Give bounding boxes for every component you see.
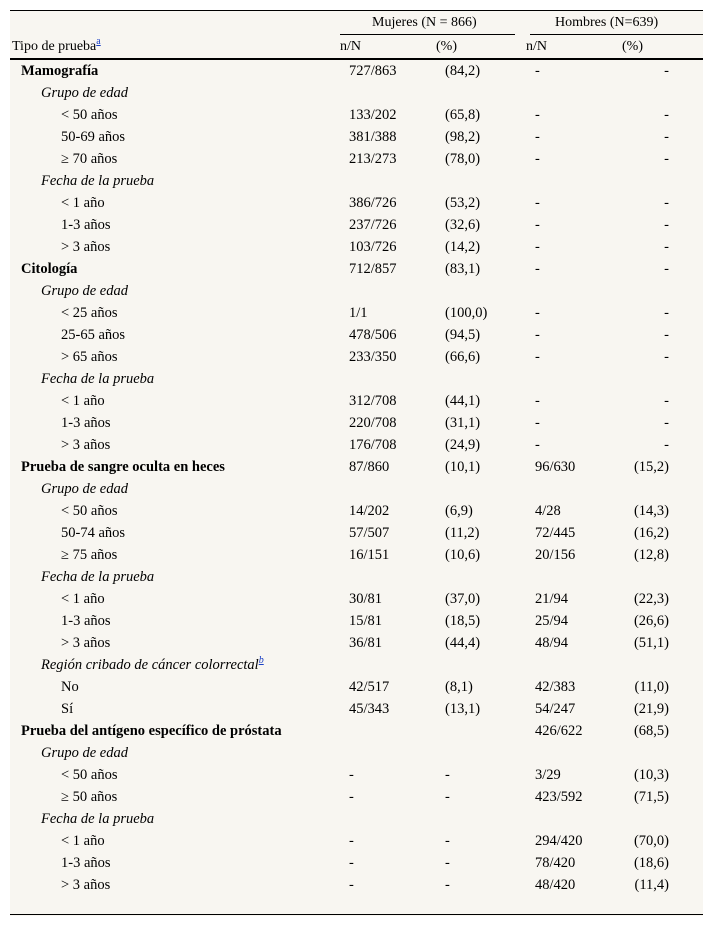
cell-n-women: 233/350 (349, 349, 397, 365)
cell-n-women: - (349, 767, 354, 783)
table-row (10, 588, 703, 610)
row-label-text: Grupo de edad (41, 85, 128, 101)
row-subheading (41, 566, 154, 588)
row-label-text: Citología (21, 261, 78, 277)
header-pct-women: (%) (436, 39, 457, 54)
cell-pct-men: (12,8) (633, 547, 669, 563)
header-pct-men: (%) (622, 39, 643, 54)
cell-n-men: - (535, 349, 540, 365)
table-row (10, 698, 703, 720)
cell-pct-men: (70,0) (633, 833, 669, 849)
row-label-text: 1-3 años (61, 613, 111, 629)
table-row (10, 368, 703, 390)
cell-n-men: 78/420 (535, 855, 576, 871)
cell-n-women: 87/860 (349, 459, 390, 475)
cell-n-men: - (535, 195, 540, 211)
cell-pct-women: (98,2) (445, 129, 481, 145)
table-row (10, 126, 703, 148)
row-label-text: > 3 años (61, 239, 111, 255)
row-label-text: Sí (61, 701, 74, 717)
row-label-text: Fecha de la prueba (41, 173, 155, 189)
cell-pct-women: (53,2) (445, 195, 481, 211)
cell-pct-men: (18,6) (633, 855, 669, 871)
cell-pct-women: - (445, 877, 450, 893)
cell-n-women: 712/857 (349, 261, 397, 277)
row-subheading (41, 654, 264, 676)
table-row (10, 830, 703, 852)
cell-pct-men: (15,2) (633, 459, 669, 475)
cell-pct-men: (22,3) (633, 591, 669, 607)
cell-pct-women: (8,1) (445, 679, 473, 695)
cell-n-women: - (349, 877, 354, 893)
cell-n-men: 21/94 (535, 591, 569, 607)
row-label (61, 390, 105, 412)
cell-pct-women: - (445, 833, 450, 849)
cell-n-women: 42/517 (349, 679, 390, 695)
cell-pct-men: (21,9) (633, 701, 669, 717)
table-row (10, 258, 703, 280)
cell-pct-women: (6,9) (445, 503, 473, 519)
cell-n-women: 381/388 (349, 129, 397, 145)
cell-n-men: 48/420 (535, 877, 576, 893)
cell-n-women: 103/726 (349, 239, 397, 255)
row-label (61, 632, 110, 654)
row-heading (21, 258, 77, 280)
cell-n-men: - (535, 129, 540, 145)
cell-pct-men: (51,1) (633, 635, 669, 651)
row-label-text: > 3 años (61, 437, 111, 453)
header-group-rule-women (340, 34, 515, 35)
cell-n-women: 237/726 (349, 217, 397, 233)
cell-n-men: 3/29 (535, 767, 561, 783)
table-row (10, 610, 703, 632)
table-row (10, 192, 703, 214)
row-label-text: No (61, 679, 79, 695)
table-row (10, 852, 703, 874)
cell-pct-women: (32,6) (445, 217, 481, 233)
cell-pct-women: (10,6) (445, 547, 481, 563)
row-label (61, 346, 118, 368)
cell-pct-men: (16,2) (633, 525, 669, 541)
cell-n-men: 426/622 (535, 723, 583, 739)
row-label (61, 324, 125, 346)
cell-pct-men: (11,0) (634, 679, 669, 695)
cell-pct-women: - (445, 855, 450, 871)
cell-pct-women: - (445, 789, 450, 805)
cell-n-men: 423/592 (535, 789, 583, 805)
row-label (61, 764, 118, 786)
cell-pct-men: - (664, 327, 669, 343)
cell-pct-women: - (445, 767, 450, 783)
row-label (61, 104, 118, 126)
table-row (10, 764, 703, 786)
cell-pct-women: (94,5) (445, 327, 481, 343)
row-label-text: Grupo de edad (41, 283, 128, 299)
row-label (61, 852, 111, 874)
cell-n-men: - (535, 217, 540, 233)
cell-pct-men: - (664, 239, 669, 255)
row-label-text: > 3 años (61, 877, 111, 893)
table-row (10, 170, 703, 192)
table-row (10, 236, 703, 258)
cell-pct-women: (31,1) (445, 415, 481, 431)
header-row-label (12, 38, 101, 56)
row-label (61, 302, 118, 324)
cell-n-women: 220/708 (349, 415, 397, 431)
row-label (61, 676, 79, 698)
cell-n-men: - (535, 327, 540, 343)
header-n-men: n/N (526, 39, 547, 54)
table-row (10, 324, 703, 346)
cell-n-men: 48/94 (535, 635, 569, 651)
header-n-women: n/N (340, 39, 361, 54)
cell-pct-women: (18,5) (445, 613, 481, 629)
cell-pct-men: - (664, 129, 669, 145)
table-row (10, 720, 703, 742)
row-label-text: Región cribado de cáncer colorrectal (41, 657, 259, 673)
cell-pct-women: (100,0) (445, 305, 488, 321)
table-row (10, 654, 703, 676)
row-label (61, 698, 73, 720)
row-label-text: < 1 año (61, 833, 105, 849)
cell-n-women: 57/507 (349, 525, 390, 541)
cell-pct-women: (65,8) (445, 107, 481, 123)
row-label-text: Grupo de edad (41, 481, 128, 497)
cell-pct-men: (10,3) (633, 767, 669, 783)
cell-pct-women: (10,1) (445, 459, 481, 475)
row-subheading (41, 82, 128, 104)
cell-n-men: 294/420 (535, 833, 583, 849)
cell-pct-women: (83,1) (445, 261, 481, 277)
cell-n-men: - (535, 393, 540, 409)
row-heading (21, 720, 282, 742)
row-label (61, 214, 111, 236)
row-label (61, 588, 105, 610)
row-heading (21, 456, 225, 478)
row-label-text: ≥ 75 años (61, 547, 118, 563)
cell-pct-men: - (664, 151, 669, 167)
row-subheading (41, 280, 128, 302)
cell-n-men: - (535, 151, 540, 167)
table-row (10, 786, 703, 808)
cell-n-women: - (349, 789, 354, 805)
row-label (61, 786, 117, 808)
cell-pct-men: - (664, 305, 669, 321)
cell-n-men: - (535, 305, 540, 321)
cell-n-women: 45/343 (349, 701, 390, 717)
row-label-text: 50-74 años (61, 525, 126, 541)
table-row (10, 544, 703, 566)
cell-n-men: 96/630 (535, 459, 576, 475)
table-row (10, 566, 703, 588)
row-subheading (41, 478, 128, 500)
cell-pct-men: (26,6) (633, 613, 669, 629)
cell-pct-men: (14,3) (633, 503, 669, 519)
table-bottom-rule (10, 914, 703, 915)
table-row (10, 676, 703, 698)
row-label-text: 1-3 años (61, 855, 111, 871)
cell-n-men: 20/156 (535, 547, 576, 563)
row-label-text: 1-3 años (61, 217, 111, 233)
cell-n-men: - (535, 107, 540, 123)
row-label-text: > 65 años (61, 349, 118, 365)
header-group-men: Hombres (N=639) (555, 15, 659, 30)
row-label-text: > 3 años (61, 635, 111, 651)
table-row (10, 302, 703, 324)
cell-pct-women: (13,1) (445, 701, 481, 717)
cell-pct-women: (11,2) (445, 525, 480, 541)
row-label-text: Mamografía (21, 63, 99, 79)
table-row (10, 742, 703, 764)
cell-pct-women: (24,9) (445, 437, 481, 453)
row-label-text: < 25 años (61, 305, 118, 321)
row-label-text: Grupo de edad (41, 745, 128, 761)
header-group-women: Mujeres (N = 866) (372, 15, 477, 30)
row-label-text: < 50 años (61, 107, 118, 123)
cell-pct-men: (71,5) (633, 789, 669, 805)
cell-n-women: - (349, 833, 354, 849)
footnote-a-link[interactable]: a (96, 36, 101, 47)
row-label (61, 412, 111, 434)
row-label-text: 1-3 años (61, 415, 111, 431)
cell-n-men: 72/445 (535, 525, 576, 541)
table-top-rule (10, 10, 703, 11)
table-row (10, 148, 703, 170)
cell-n-men: 54/247 (535, 701, 576, 717)
table-row (10, 346, 703, 368)
table-row (10, 390, 703, 412)
cell-n-women: 727/863 (349, 63, 397, 79)
cell-n-women: 176/708 (349, 437, 397, 453)
row-label-text: Fecha de la prueba (41, 371, 155, 387)
cell-pct-men: - (664, 107, 669, 123)
row-label-text: < 1 año (61, 393, 105, 409)
row-label-text: ≥ 50 años (61, 789, 118, 805)
row-label (61, 126, 125, 148)
header-row-label-text: Tipo de prueba (12, 39, 97, 54)
table-row (10, 214, 703, 236)
cell-pct-men: - (664, 261, 669, 277)
cell-pct-men: - (664, 393, 669, 409)
cell-pct-women: (78,0) (445, 151, 481, 167)
row-label (61, 192, 105, 214)
row-label-text: < 50 años (61, 767, 118, 783)
row-subheading (41, 170, 154, 192)
cell-n-women: 133/202 (349, 107, 397, 123)
cell-pct-women: (44,4) (445, 635, 481, 651)
footnote-b-link[interactable]: b (258, 655, 264, 666)
row-label-text: Prueba de sangre oculta en heces (21, 459, 225, 475)
row-label-text: < 1 año (61, 591, 105, 607)
cell-n-men: - (535, 415, 540, 431)
cell-n-women: 1/1 (349, 305, 368, 321)
cell-n-women: 312/708 (349, 393, 397, 409)
cell-pct-men: - (664, 437, 669, 453)
row-label (61, 148, 117, 170)
table-row (10, 632, 703, 654)
table-row (10, 522, 703, 544)
cell-n-women: 30/81 (349, 591, 383, 607)
cell-pct-women: (84,2) (445, 63, 481, 79)
row-label-text: 25-65 años (61, 327, 126, 343)
header-group-rule-men (530, 34, 703, 35)
table-row (10, 104, 703, 126)
table-row (10, 456, 703, 478)
results-table (10, 10, 703, 916)
row-subheading (41, 808, 154, 830)
row-label (61, 434, 110, 456)
row-label (61, 830, 105, 852)
row-label-text: Prueba del antígeno específico de próstata (21, 723, 282, 739)
row-label-text: 50-69 años (61, 129, 126, 145)
cell-n-women: 213/273 (349, 151, 397, 167)
table-row (10, 874, 703, 896)
table-row (10, 500, 703, 522)
cell-pct-men: (11,4) (634, 877, 669, 893)
cell-pct-women: (14,2) (445, 239, 481, 255)
table-row (10, 412, 703, 434)
cell-n-women: 386/726 (349, 195, 397, 211)
table-row (10, 434, 703, 456)
cell-n-women: 36/81 (349, 635, 383, 651)
row-label-text: < 50 años (61, 503, 118, 519)
table-row (10, 478, 703, 500)
row-label (61, 874, 110, 896)
cell-pct-men: (68,5) (633, 723, 669, 739)
row-label (61, 610, 111, 632)
cell-n-men: - (535, 239, 540, 255)
row-label (61, 544, 117, 566)
table-row (10, 60, 703, 82)
cell-n-women: - (349, 855, 354, 871)
cell-n-women: 478/506 (349, 327, 397, 343)
cell-n-men: - (535, 63, 540, 79)
cell-pct-women: (37,0) (445, 591, 481, 607)
cell-pct-women: (66,6) (445, 349, 481, 365)
cell-n-men: - (535, 437, 540, 453)
cell-n-men: 4/28 (535, 503, 561, 519)
cell-n-women: 14/202 (349, 503, 390, 519)
row-label-text: ≥ 70 años (61, 151, 118, 167)
table-row (10, 82, 703, 104)
cell-pct-men: - (664, 195, 669, 211)
cell-n-men: 25/94 (535, 613, 569, 629)
cell-n-men: 42/383 (535, 679, 576, 695)
cell-n-men: - (535, 261, 540, 277)
cell-pct-men: - (664, 349, 669, 365)
cell-pct-men: - (664, 217, 669, 233)
cell-pct-women: (44,1) (445, 393, 481, 409)
cell-pct-men: - (664, 415, 669, 431)
row-label (61, 236, 110, 258)
row-label-text: Fecha de la prueba (41, 569, 155, 585)
row-subheading (41, 742, 128, 764)
row-label (61, 522, 125, 544)
cell-n-women: 16/151 (349, 547, 390, 563)
row-label-text: < 1 año (61, 195, 105, 211)
row-subheading (41, 368, 154, 390)
cell-n-women: 15/81 (349, 613, 383, 629)
row-label-text: Fecha de la prueba (41, 811, 155, 827)
row-heading (21, 60, 98, 82)
table-row (10, 280, 703, 302)
table-row (10, 808, 703, 830)
cell-pct-men: - (664, 63, 669, 79)
row-label (61, 500, 118, 522)
